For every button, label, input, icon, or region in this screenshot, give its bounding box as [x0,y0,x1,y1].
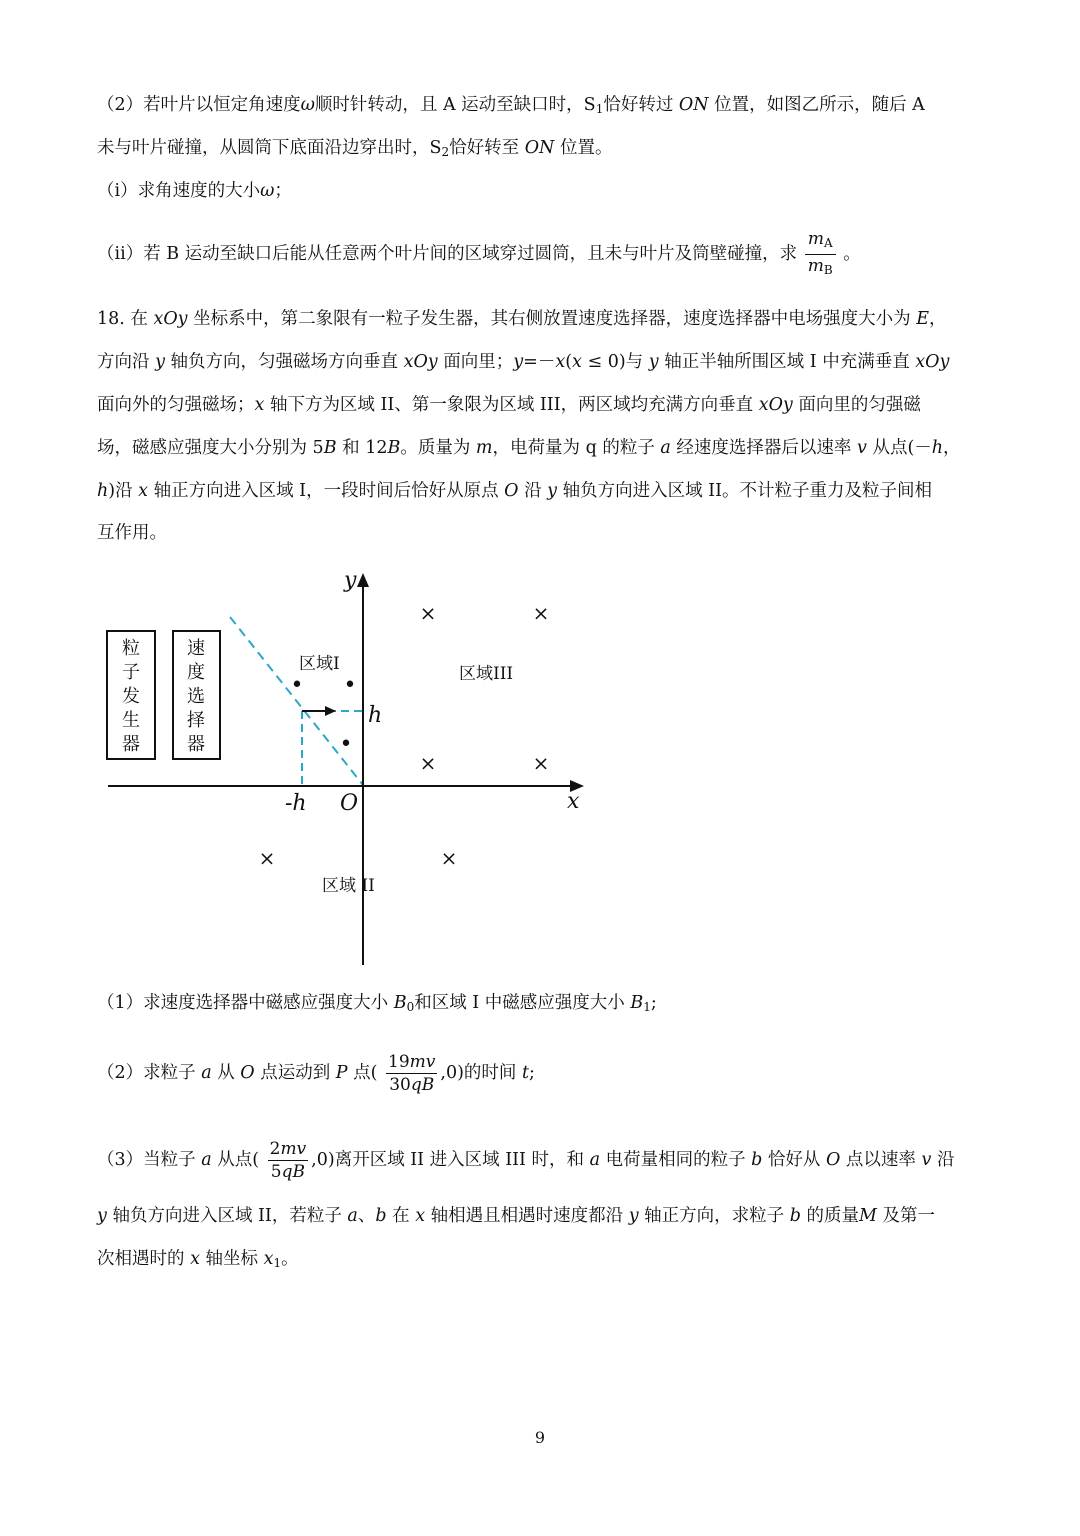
selector-char: 速 [187,638,205,659]
x-axis-label: x [567,789,580,814]
q18-line2: 方向沿 y 轴负方向，匀强磁场方向垂直 xOy 面向里；y=－x(x ≤ 0)与 y 轴正半轴所围区域 I 中充满垂直 xOy [97,352,950,372]
q18-sub2: （2）求粒子 a 从 O 点运动到 P 点( $\frac{19mv}{30qB}$ ,0)的时间 t; [97,1052,535,1095]
field-out-dot: • [343,673,357,698]
q18-sub1: （1）求速度选择器中磁感应强度大小 $B_0$和区域 I 中磁感应强度大小 $B_1$; [97,993,657,1014]
field-out-dot: • [290,673,304,698]
q18-line3: 面向外的匀强磁场；x 轴下方为区域 II、第一象限为区域 III，两区域均充满方向垂直 xOy 面向里的匀强磁 [97,395,921,415]
coordinate-diagram [100,560,600,970]
field-in-cross: × [532,601,550,625]
field-out-dot: • [339,732,353,757]
q17-sub-i: （i）求角速度的大小ω； [97,181,292,201]
q18-sub3-line1: （3）当粒子 a 从点( $\frac{2mv}{5qB}$ ,0)离开区域 II 进入区域 III 时，和 a 电荷量相同的粒子 b 恰好从 O 点以速率 v 沿 [97,1139,955,1182]
field-in-cross: × [419,601,437,625]
field-in-cross: × [532,751,550,775]
q18-sub3-line3: 次相遇时的 x 轴坐标 $x_1$。 [97,1249,299,1270]
generator-char: 生 [122,710,140,731]
region-1-label: 区域I [299,654,340,674]
generator-char: 器 [122,734,140,755]
y-axis-arrow [357,573,369,587]
q17-part2-line1: （2）若叶片以恒定角速度ω顺时针转动，且 A 运动至缺口时，$S_1$恰好转过 ON 位置，如图乙所示，随后 A [97,95,925,116]
generator-char: 粒 [122,638,140,659]
q18-sub3-line2: y 轴负方向进入区域 II，若粒子 a、b 在 x 轴相遇且相遇时速度都沿 y 轴正方向，求粒子 b 的质量M 及第一 [97,1206,935,1226]
mass-ratio-fraction: $\frac{m_A}{m_B}$ [805,228,836,281]
q18-line1: 18. 在 xOy 坐标系中，第二象限有一粒子发生器，其右侧放置速度选择器，速度选择器中电场强度大小为 E， [97,309,947,329]
h-label: h [368,703,383,728]
selector-char: 选 [187,686,205,707]
p-point-x-fraction: $\frac{19mv}{30qB}$ [388,1052,436,1095]
page-number: 9 [534,1428,546,1447]
neg-h-label: -h [285,791,307,816]
generator-char: 子 [122,662,140,683]
q17-part2-line2: 未与叶片碰撞，从圆筒下底面沿边穿出时，$S_2$恰好转至 ON 位置。 [97,138,613,159]
q18-line4: 场，磁感应强度大小分别为 5B 和 12B。质量为 m，电荷量为 q 的粒子 a 经速度选择器后以速率 v 从点(－h， [97,438,961,458]
boundary-line-dashed [230,617,363,785]
region-2-label: 区域 II [322,876,375,896]
field-in-cross: × [440,846,458,870]
q18-line6: 互作用。 [97,523,167,543]
selector-char: 度 [187,662,205,683]
selector-char: 器 [187,734,205,755]
field-in-cross: × [419,751,437,775]
generator-char: 发 [122,686,140,707]
q17-sub-ii: （ii）若 B 运动至缺口后能从任意两个叶片间的区域穿过圆筒，且未与叶片及筒壁碰撞，求 $\frac{m_A}{m_B}$ 。 [97,228,861,281]
region-3-label: 区域III [459,664,514,684]
field-in-cross: × [258,846,276,870]
exit-point-x-fraction: $\frac{2mv}{5qB}$ [269,1139,307,1182]
origin-label: O [340,791,359,816]
velocity-arrow-head [325,706,336,716]
y-axis-label: y [344,568,357,593]
q18-line5: h)沿 x 轴正方向进入区域 I，一段时间后恰好从原点 O 沿 y 轴负方向进入区域 II。不计粒子重力及粒子间相 [97,481,932,501]
selector-char: 择 [187,710,205,731]
